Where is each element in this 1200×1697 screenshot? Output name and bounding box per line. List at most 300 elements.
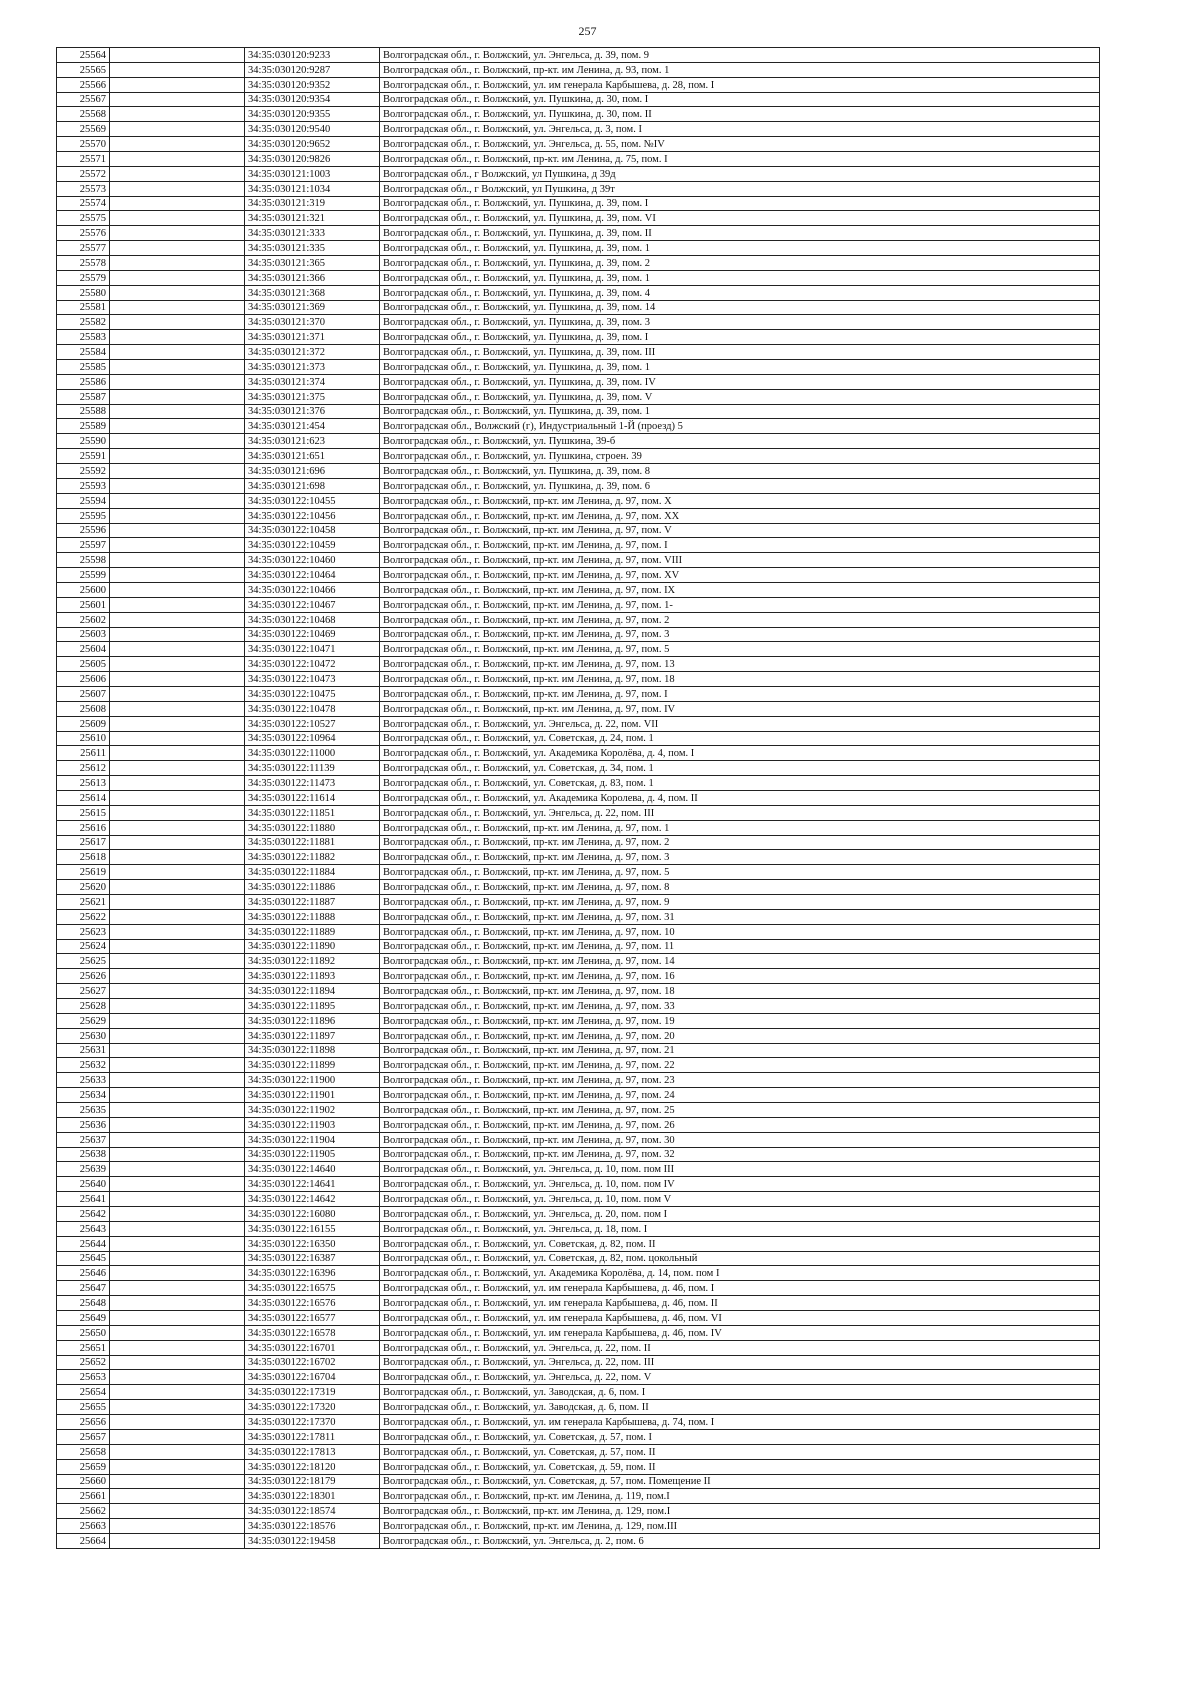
address-cell: Волгоградская обл., г. Волжский, пр-кт. им Ленина, д. 97, пом. 23 — [380, 1073, 1100, 1088]
address-cell: Волгоградская обл., г. Волжский, пр-кт. им Ленина, д. 129, пом.I — [380, 1504, 1100, 1519]
table-row — [57, 137, 1100, 152]
address-cell: Волгоградская обл., г. Волжский, ул. Советская, д. 59, пом. II — [380, 1459, 1100, 1474]
cadastral-number-cell: 34:35:030120:9352 — [245, 77, 380, 92]
table-row — [57, 241, 1100, 256]
cadastral-number-cell: 34:35:030122:16155 — [245, 1221, 380, 1236]
table-row — [57, 612, 1100, 627]
blank-cell — [110, 1415, 245, 1430]
row-number-cell: 25609 — [57, 716, 110, 731]
table-row — [57, 865, 1100, 880]
cadastral-number-cell: 34:35:030121:372 — [245, 345, 380, 360]
cadastral-number-cell: 34:35:030122:14640 — [245, 1162, 380, 1177]
blank-cell — [110, 1400, 245, 1415]
cadastral-number-cell: 34:35:030121:623 — [245, 434, 380, 449]
blank-cell — [110, 1192, 245, 1207]
row-number-cell: 25620 — [57, 880, 110, 895]
blank-cell — [110, 1147, 245, 1162]
row-number-cell: 25585 — [57, 360, 110, 375]
address-cell: Волгоградская обл., г. Волжский, ул. Пушкина, д. 39, пом. I — [380, 330, 1100, 345]
table-row — [57, 1489, 1100, 1504]
address-cell: Волгоградская обл., г. Волжский, пр-кт. им Ленина, д. 97, пом. 5 — [380, 865, 1100, 880]
address-cell: Волгоградская обл., г. Волжский, ул. Пушкина, д. 39, пом. 3 — [380, 315, 1100, 330]
blank-cell — [110, 568, 245, 583]
address-cell: Волгоградская обл., г. Волжский, пр-кт. им Ленина, д. 97, пом. 16 — [380, 969, 1100, 984]
cadastral-number-cell: 34:35:030122:16578 — [245, 1325, 380, 1340]
blank-cell — [110, 894, 245, 909]
row-number-cell: 25594 — [57, 493, 110, 508]
row-number-cell: 25617 — [57, 835, 110, 850]
address-cell: Волгоградская обл., г. Волжский, пр-кт. им Ленина, д. 97, пом. 30 — [380, 1132, 1100, 1147]
row-number-cell: 25595 — [57, 508, 110, 523]
blank-cell — [110, 1073, 245, 1088]
table-row — [57, 1355, 1100, 1370]
row-number-cell: 25604 — [57, 642, 110, 657]
cadastral-number-cell: 34:35:030122:10467 — [245, 597, 380, 612]
blank-cell — [110, 731, 245, 746]
table-row — [57, 1429, 1100, 1444]
address-cell: Волгоградская обл., г Волжский, ул Пушкина, д 39т — [380, 181, 1100, 196]
cadastral-number-cell: 34:35:030121:374 — [245, 374, 380, 389]
blank-cell — [110, 1429, 245, 1444]
address-cell: Волгоградская обл., г. Волжский, ул. им генерала Карбышева, д. 28, пом. I — [380, 77, 1100, 92]
blank-cell — [110, 820, 245, 835]
address-cell: Волгоградская обл., г. Волжский, ул. им генерала Карбышева, д. 46, пом. IV — [380, 1325, 1100, 1340]
address-cell: Волгоградская обл., г. Волжский, ул. Советская, д. 57, пом. II — [380, 1444, 1100, 1459]
row-number-cell: 25623 — [57, 924, 110, 939]
blank-cell — [110, 107, 245, 122]
blank-cell — [110, 865, 245, 880]
blank-cell — [110, 924, 245, 939]
table-row — [57, 211, 1100, 226]
blank-cell — [110, 999, 245, 1014]
row-number-cell: 25607 — [57, 686, 110, 701]
address-cell: Волгоградская обл., г. Волжский, ул. Энгельса, д. 3, пом. I — [380, 122, 1100, 137]
address-cell: Волгоградская обл., г. Волжский, ул. Пушкина, строен. 39 — [380, 449, 1100, 464]
table-row — [57, 1147, 1100, 1162]
blank-cell — [110, 805, 245, 820]
cadastral-number-cell: 34:35:030122:11882 — [245, 850, 380, 865]
address-cell: Волгоградская обл., г Волжский, ул Пушкина, д 39д — [380, 166, 1100, 181]
blank-cell — [110, 1043, 245, 1058]
cadastral-number-cell: 34:35:030122:16387 — [245, 1251, 380, 1266]
cadastral-number-cell: 34:35:030121:335 — [245, 241, 380, 256]
blank-cell — [110, 1177, 245, 1192]
cadastral-number-cell: 34:35:030122:14642 — [245, 1192, 380, 1207]
table-row — [57, 1192, 1100, 1207]
table-row — [57, 1132, 1100, 1147]
blank-cell — [110, 1281, 245, 1296]
blank-cell — [110, 166, 245, 181]
row-number-cell: 25569 — [57, 122, 110, 137]
row-number-cell: 25610 — [57, 731, 110, 746]
row-number-cell: 25664 — [57, 1533, 110, 1548]
blank-cell — [110, 1103, 245, 1118]
address-cell: Волгоградская обл., г. Волжский, ул. Энгельса, д. 39, пом. 9 — [380, 48, 1100, 63]
row-number-cell: 25605 — [57, 657, 110, 672]
address-cell: Волгоградская обл., г. Волжский, ул. Пушкина, д. 39, пом. 4 — [380, 285, 1100, 300]
blank-cell — [110, 434, 245, 449]
table-row — [57, 360, 1100, 375]
address-cell: Волгоградская обл., г. Волжский, пр-кт. им Ленина, д. 97, пом. 24 — [380, 1088, 1100, 1103]
blank-cell — [110, 746, 245, 761]
cadastral-number-cell: 34:35:030122:18301 — [245, 1489, 380, 1504]
address-cell: Волгоградская обл., г. Волжский, ул. Советская, д. 57, пом. I — [380, 1429, 1100, 1444]
table-row — [57, 1533, 1100, 1548]
blank-cell — [110, 1013, 245, 1028]
row-number-cell: 25572 — [57, 166, 110, 181]
cadastral-number-cell: 34:35:030122:17811 — [245, 1429, 380, 1444]
blank-cell — [110, 62, 245, 77]
address-cell: Волгоградская обл., г. Волжский, ул. Энгельса, д. 22, пом. V — [380, 1370, 1100, 1385]
blank-cell — [110, 1162, 245, 1177]
address-cell: Волгоградская обл., г. Волжский, ул. Энгельса, д. 22, пом. II — [380, 1340, 1100, 1355]
address-cell: Волгоградская обл., г. Волжский, ул. Энгельса, д. 22, пом. III — [380, 805, 1100, 820]
address-cell: Волгоградская обл., г. Волжский, пр-кт. им Ленина, д. 97, пом. 3 — [380, 627, 1100, 642]
blank-cell — [110, 538, 245, 553]
address-cell: Волгоградская обл., г. Волжский, ул. Пушкина, 39-б — [380, 434, 1100, 449]
row-number-cell: 25568 — [57, 107, 110, 122]
row-number-cell: 25634 — [57, 1088, 110, 1103]
cadastral-number-cell: 34:35:030122:10478 — [245, 701, 380, 716]
row-number-cell: 25570 — [57, 137, 110, 152]
blank-cell — [110, 954, 245, 969]
cadastral-number-cell: 34:35:030122:11895 — [245, 999, 380, 1014]
table-row — [57, 270, 1100, 285]
table-row — [57, 1221, 1100, 1236]
blank-cell — [110, 241, 245, 256]
address-cell: Волгоградская обл., г. Волжский, пр-кт. им Ленина, д. 97, пом. 14 — [380, 954, 1100, 969]
row-number-cell: 25637 — [57, 1132, 110, 1147]
address-cell: Волгоградская обл., г. Волжский, пр-кт. им Ленина, д. 97, пом. 9 — [380, 894, 1100, 909]
table-row — [57, 1325, 1100, 1340]
table-row — [57, 404, 1100, 419]
row-number-cell: 25658 — [57, 1444, 110, 1459]
address-cell: Волгоградская обл., г. Волжский, ул. Пушкина, д. 30, пом. II — [380, 107, 1100, 122]
blank-cell — [110, 1459, 245, 1474]
blank-cell — [110, 374, 245, 389]
address-cell: Волгоградская обл., г. Волжский, пр-кт. им Ленина, д. 97, пом. 22 — [380, 1058, 1100, 1073]
table-row — [57, 1385, 1100, 1400]
blank-cell — [110, 1236, 245, 1251]
row-number-cell: 25641 — [57, 1192, 110, 1207]
address-cell: Волгоградская обл., Волжский (г), Индустриальный 1-Й (проезд) 5 — [380, 419, 1100, 434]
table-row — [57, 1177, 1100, 1192]
row-number-cell: 25606 — [57, 672, 110, 687]
cadastral-number-cell: 34:35:030122:17813 — [245, 1444, 380, 1459]
blank-cell — [110, 939, 245, 954]
row-number-cell: 25643 — [57, 1221, 110, 1236]
row-number-cell: 25648 — [57, 1296, 110, 1311]
address-cell: Волгоградская обл., г. Волжский, ул. Академика Королёва, д. 4, пом. I — [380, 746, 1100, 761]
address-cell: Волгоградская обл., г. Волжский, ул. Заводская, д. 6, пом. II — [380, 1400, 1100, 1415]
blank-cell — [110, 657, 245, 672]
address-cell: Волгоградская обл., г. Волжский, пр-кт. им Ленина, д. 97, пом. I — [380, 686, 1100, 701]
address-cell: Волгоградская обл., г. Волжский, ул. Пушкина, д. 39, пом. VI — [380, 211, 1100, 226]
blank-cell — [110, 330, 245, 345]
address-cell: Волгоградская обл., г. Волжский, ул. Советская, д. 34, пом. 1 — [380, 761, 1100, 776]
page-number: 257 — [578, 24, 597, 38]
blank-cell — [110, 92, 245, 107]
row-number-cell: 25599 — [57, 568, 110, 583]
address-cell: Волгоградская обл., г. Волжский, ул. Энгельса, д. 20, пом. пом I — [380, 1207, 1100, 1222]
row-number-cell: 25565 — [57, 62, 110, 77]
blank-cell — [110, 122, 245, 137]
cadastral-number-cell: 34:35:030122:11139 — [245, 761, 380, 776]
blank-cell — [110, 181, 245, 196]
table-row — [57, 999, 1100, 1014]
address-cell: Волгоградская обл., г. Волжский, ул. Энгельса, д. 10, пом. пом V — [380, 1192, 1100, 1207]
blank-cell — [110, 77, 245, 92]
row-number-cell: 25653 — [57, 1370, 110, 1385]
table-row — [57, 553, 1100, 568]
table-row — [57, 538, 1100, 553]
cadastral-number-cell: 34:35:030122:11880 — [245, 820, 380, 835]
table-row — [57, 419, 1100, 434]
cadastral-number-cell: 34:35:030121:333 — [245, 226, 380, 241]
table-row — [57, 92, 1100, 107]
table-row — [57, 330, 1100, 345]
table-row — [57, 478, 1100, 493]
row-number-cell: 25615 — [57, 805, 110, 820]
blank-cell — [110, 419, 245, 434]
table-row — [57, 776, 1100, 791]
address-cell: Волгоградская обл., г. Волжский, ул. им генерала Карбышева, д. 46, пом. II — [380, 1296, 1100, 1311]
row-number-cell: 25644 — [57, 1236, 110, 1251]
address-cell: Волгоградская обл., г. Волжский, пр-кт. им Ленина, д. 97, пом. 25 — [380, 1103, 1100, 1118]
cadastral-number-cell: 34:35:030122:11000 — [245, 746, 380, 761]
blank-cell — [110, 1519, 245, 1534]
row-number-cell: 25573 — [57, 181, 110, 196]
table-row — [57, 672, 1100, 687]
cadastral-number-cell: 34:35:030122:11894 — [245, 984, 380, 999]
cadastral-number-cell: 34:35:030122:11887 — [245, 894, 380, 909]
cadastral-number-cell: 34:35:030122:16702 — [245, 1355, 380, 1370]
address-cell: Волгоградская обл., г. Волжский, ул. Академика Королёва, д. 14, пом. пом I — [380, 1266, 1100, 1281]
row-number-cell: 25612 — [57, 761, 110, 776]
table-row — [57, 107, 1100, 122]
cadastral-number-cell: 34:35:030122:10475 — [245, 686, 380, 701]
row-number-cell: 25593 — [57, 478, 110, 493]
blank-cell — [110, 612, 245, 627]
row-number-cell: 25592 — [57, 464, 110, 479]
table-row — [57, 805, 1100, 820]
cadastral-number-cell: 34:35:030120:9287 — [245, 62, 380, 77]
row-number-cell: 25622 — [57, 909, 110, 924]
table-row — [57, 894, 1100, 909]
row-number-cell: 25616 — [57, 820, 110, 835]
address-cell: Волгоградская обл., г. Волжский, пр-кт. им Ленина, д. 119, пом.I — [380, 1489, 1100, 1504]
cadastral-number-cell: 34:35:030122:11892 — [245, 954, 380, 969]
row-number-cell: 25627 — [57, 984, 110, 999]
table-row — [57, 449, 1100, 464]
address-cell: Волгоградская обл., г. Волжский, пр-кт. им Ленина, д. 97, пом. 19 — [380, 1013, 1100, 1028]
address-cell: Волгоградская обл., г. Волжский, ул. Академика Королева, д. 4, пом. II — [380, 790, 1100, 805]
table-row — [57, 731, 1100, 746]
registry-table — [56, 47, 1100, 1549]
cadastral-number-cell: 34:35:030121:368 — [245, 285, 380, 300]
address-cell: Волгоградская обл., г. Волжский, пр-кт. им Ленина, д. 97, пом. 3 — [380, 850, 1100, 865]
blank-cell — [110, 389, 245, 404]
cadastral-number-cell: 34:35:030120:9354 — [245, 92, 380, 107]
row-number-cell: 25646 — [57, 1266, 110, 1281]
blank-cell — [110, 761, 245, 776]
cadastral-number-cell: 34:35:030122:16701 — [245, 1340, 380, 1355]
blank-cell — [110, 137, 245, 152]
cadastral-number-cell: 34:35:030120:9355 — [245, 107, 380, 122]
blank-cell — [110, 270, 245, 285]
cadastral-number-cell: 34:35:030122:17370 — [245, 1415, 380, 1430]
address-cell: Волгоградская обл., г. Волжский, ул. Пушкина, д. 39, пом. V — [380, 389, 1100, 404]
row-number-cell: 25654 — [57, 1385, 110, 1400]
row-number-cell: 25624 — [57, 939, 110, 954]
address-cell: Волгоградская обл., г. Волжский, ул. Советская, д. 82, пом. II — [380, 1236, 1100, 1251]
blank-cell — [110, 1489, 245, 1504]
table-row — [57, 1236, 1100, 1251]
cadastral-number-cell: 34:35:030121:454 — [245, 419, 380, 434]
cadastral-number-cell: 34:35:030122:10464 — [245, 568, 380, 583]
blank-cell — [110, 1058, 245, 1073]
row-number-cell: 25647 — [57, 1281, 110, 1296]
row-number-cell: 25626 — [57, 969, 110, 984]
cadastral-number-cell: 34:35:030121:375 — [245, 389, 380, 404]
cadastral-number-cell: 34:35:030121:1003 — [245, 166, 380, 181]
table-row — [57, 389, 1100, 404]
cadastral-number-cell: 34:35:030122:17319 — [245, 1385, 380, 1400]
blank-cell — [110, 1311, 245, 1326]
row-number-cell: 25581 — [57, 300, 110, 315]
row-number-cell: 25663 — [57, 1519, 110, 1534]
table-row — [57, 508, 1100, 523]
row-number-cell: 25619 — [57, 865, 110, 880]
cadastral-number-cell: 34:35:030121:376 — [245, 404, 380, 419]
table-row — [57, 122, 1100, 137]
blank-cell — [110, 211, 245, 226]
address-cell: Волгоградская обл., г. Волжский, ул. Пушкина, д. 39, пом. 1 — [380, 404, 1100, 419]
address-cell: Волгоградская обл., г. Волжский, ул. Пушкина, д. 39, пом. 6 — [380, 478, 1100, 493]
blank-cell — [110, 48, 245, 63]
cadastral-number-cell: 34:35:030122:11901 — [245, 1088, 380, 1103]
table-row — [57, 1162, 1100, 1177]
table-row — [57, 226, 1100, 241]
table-row — [57, 1073, 1100, 1088]
row-number-cell: 25579 — [57, 270, 110, 285]
table-row — [57, 315, 1100, 330]
row-number-cell: 25642 — [57, 1207, 110, 1222]
blank-cell — [110, 835, 245, 850]
row-number-cell: 25649 — [57, 1311, 110, 1326]
row-number-cell: 25613 — [57, 776, 110, 791]
row-number-cell: 25591 — [57, 449, 110, 464]
blank-cell — [110, 1207, 245, 1222]
table-row — [57, 1296, 1100, 1311]
row-number-cell: 25588 — [57, 404, 110, 419]
address-cell: Волгоградская обл., г. Волжский, ул. им генерала Карбышева, д. 74, пом. I — [380, 1415, 1100, 1430]
blank-cell — [110, 1355, 245, 1370]
table-row — [57, 523, 1100, 538]
blank-cell — [110, 969, 245, 984]
cadastral-number-cell: 34:35:030122:10472 — [245, 657, 380, 672]
cadastral-number-cell: 34:35:030122:11905 — [245, 1147, 380, 1162]
blank-cell — [110, 553, 245, 568]
cadastral-number-cell: 34:35:030121:698 — [245, 478, 380, 493]
table-row — [57, 1459, 1100, 1474]
table-row — [57, 1415, 1100, 1430]
row-number-cell: 25631 — [57, 1043, 110, 1058]
blank-cell — [110, 1504, 245, 1519]
table-row — [57, 657, 1100, 672]
blank-cell — [110, 672, 245, 687]
table-row — [57, 1207, 1100, 1222]
address-cell: Волгоградская обл., г. Волжский, ул. Заводская, д. 6, пом. I — [380, 1385, 1100, 1400]
blank-cell — [110, 1340, 245, 1355]
blank-cell — [110, 790, 245, 805]
row-number-cell: 25587 — [57, 389, 110, 404]
blank-cell — [110, 909, 245, 924]
table-row — [57, 434, 1100, 449]
address-cell: Волгоградская обл., г. Волжский, ул. Пушкина, д. 39, пом. 8 — [380, 464, 1100, 479]
table-row — [57, 850, 1100, 865]
address-cell: Волгоградская обл., г. Волжский, пр-кт. им Ленина, д. 97, пом. 5 — [380, 642, 1100, 657]
row-number-cell: 25621 — [57, 894, 110, 909]
cadastral-number-cell: 34:35:030121:366 — [245, 270, 380, 285]
address-cell: Волгоградская обл., г. Волжский, пр-кт. им Ленина, д. 97, пом. I — [380, 538, 1100, 553]
address-cell: Волгоградская обл., г. Волжский, ул. им генерала Карбышева, д. 46, пом. VI — [380, 1311, 1100, 1326]
row-number-cell: 25586 — [57, 374, 110, 389]
blank-cell — [110, 1370, 245, 1385]
cadastral-number-cell: 34:35:030122:10473 — [245, 672, 380, 687]
cadastral-number-cell: 34:35:030122:10456 — [245, 508, 380, 523]
blank-cell — [110, 1296, 245, 1311]
row-number-cell: 25590 — [57, 434, 110, 449]
table-row — [57, 493, 1100, 508]
table-row — [57, 285, 1100, 300]
cadastral-number-cell: 34:35:030122:18574 — [245, 1504, 380, 1519]
row-number-cell: 25660 — [57, 1474, 110, 1489]
row-number-cell: 25571 — [57, 152, 110, 167]
row-number-cell: 25576 — [57, 226, 110, 241]
table-row — [57, 152, 1100, 167]
blank-cell — [110, 404, 245, 419]
address-cell: Волгоградская обл., г. Волжский, ул. Энгельса, д. 22, пом. III — [380, 1355, 1100, 1370]
row-number-cell: 25656 — [57, 1415, 110, 1430]
address-cell: Волгоградская обл., г. Волжский, пр-кт. им Ленина, д. 93, пом. 1 — [380, 62, 1100, 77]
table-row — [57, 62, 1100, 77]
cadastral-number-cell: 34:35:030122:16080 — [245, 1207, 380, 1222]
table-row — [57, 1444, 1100, 1459]
table-row — [57, 820, 1100, 835]
blank-cell — [110, 776, 245, 791]
cadastral-number-cell: 34:35:030122:11893 — [245, 969, 380, 984]
address-cell: Волгоградская обл., г. Волжский, пр-кт. им Ленина, д. 97, пом. 2 — [380, 612, 1100, 627]
cadastral-number-cell: 34:35:030122:19458 — [245, 1533, 380, 1548]
table-row — [57, 984, 1100, 999]
row-number-cell: 25625 — [57, 954, 110, 969]
cadastral-number-cell: 34:35:030122:10469 — [245, 627, 380, 642]
table-row — [57, 1088, 1100, 1103]
table-row — [57, 1117, 1100, 1132]
cadastral-number-cell: 34:35:030122:11614 — [245, 790, 380, 805]
cadastral-number-cell: 34:35:030121:1034 — [245, 181, 380, 196]
table-row — [57, 1400, 1100, 1415]
blank-cell — [110, 523, 245, 538]
blank-cell — [110, 850, 245, 865]
address-cell: Волгоградская обл., г. Волжский, ул. Пушкина, д. 39, пом. II — [380, 226, 1100, 241]
address-cell: Волгоградская обл., г. Волжский, ул. Пушкина, д. 30, пом. I — [380, 92, 1100, 107]
table-row — [57, 939, 1100, 954]
cadastral-number-cell: 34:35:030120:9826 — [245, 152, 380, 167]
table-row — [57, 1028, 1100, 1043]
table-row — [57, 1504, 1100, 1519]
